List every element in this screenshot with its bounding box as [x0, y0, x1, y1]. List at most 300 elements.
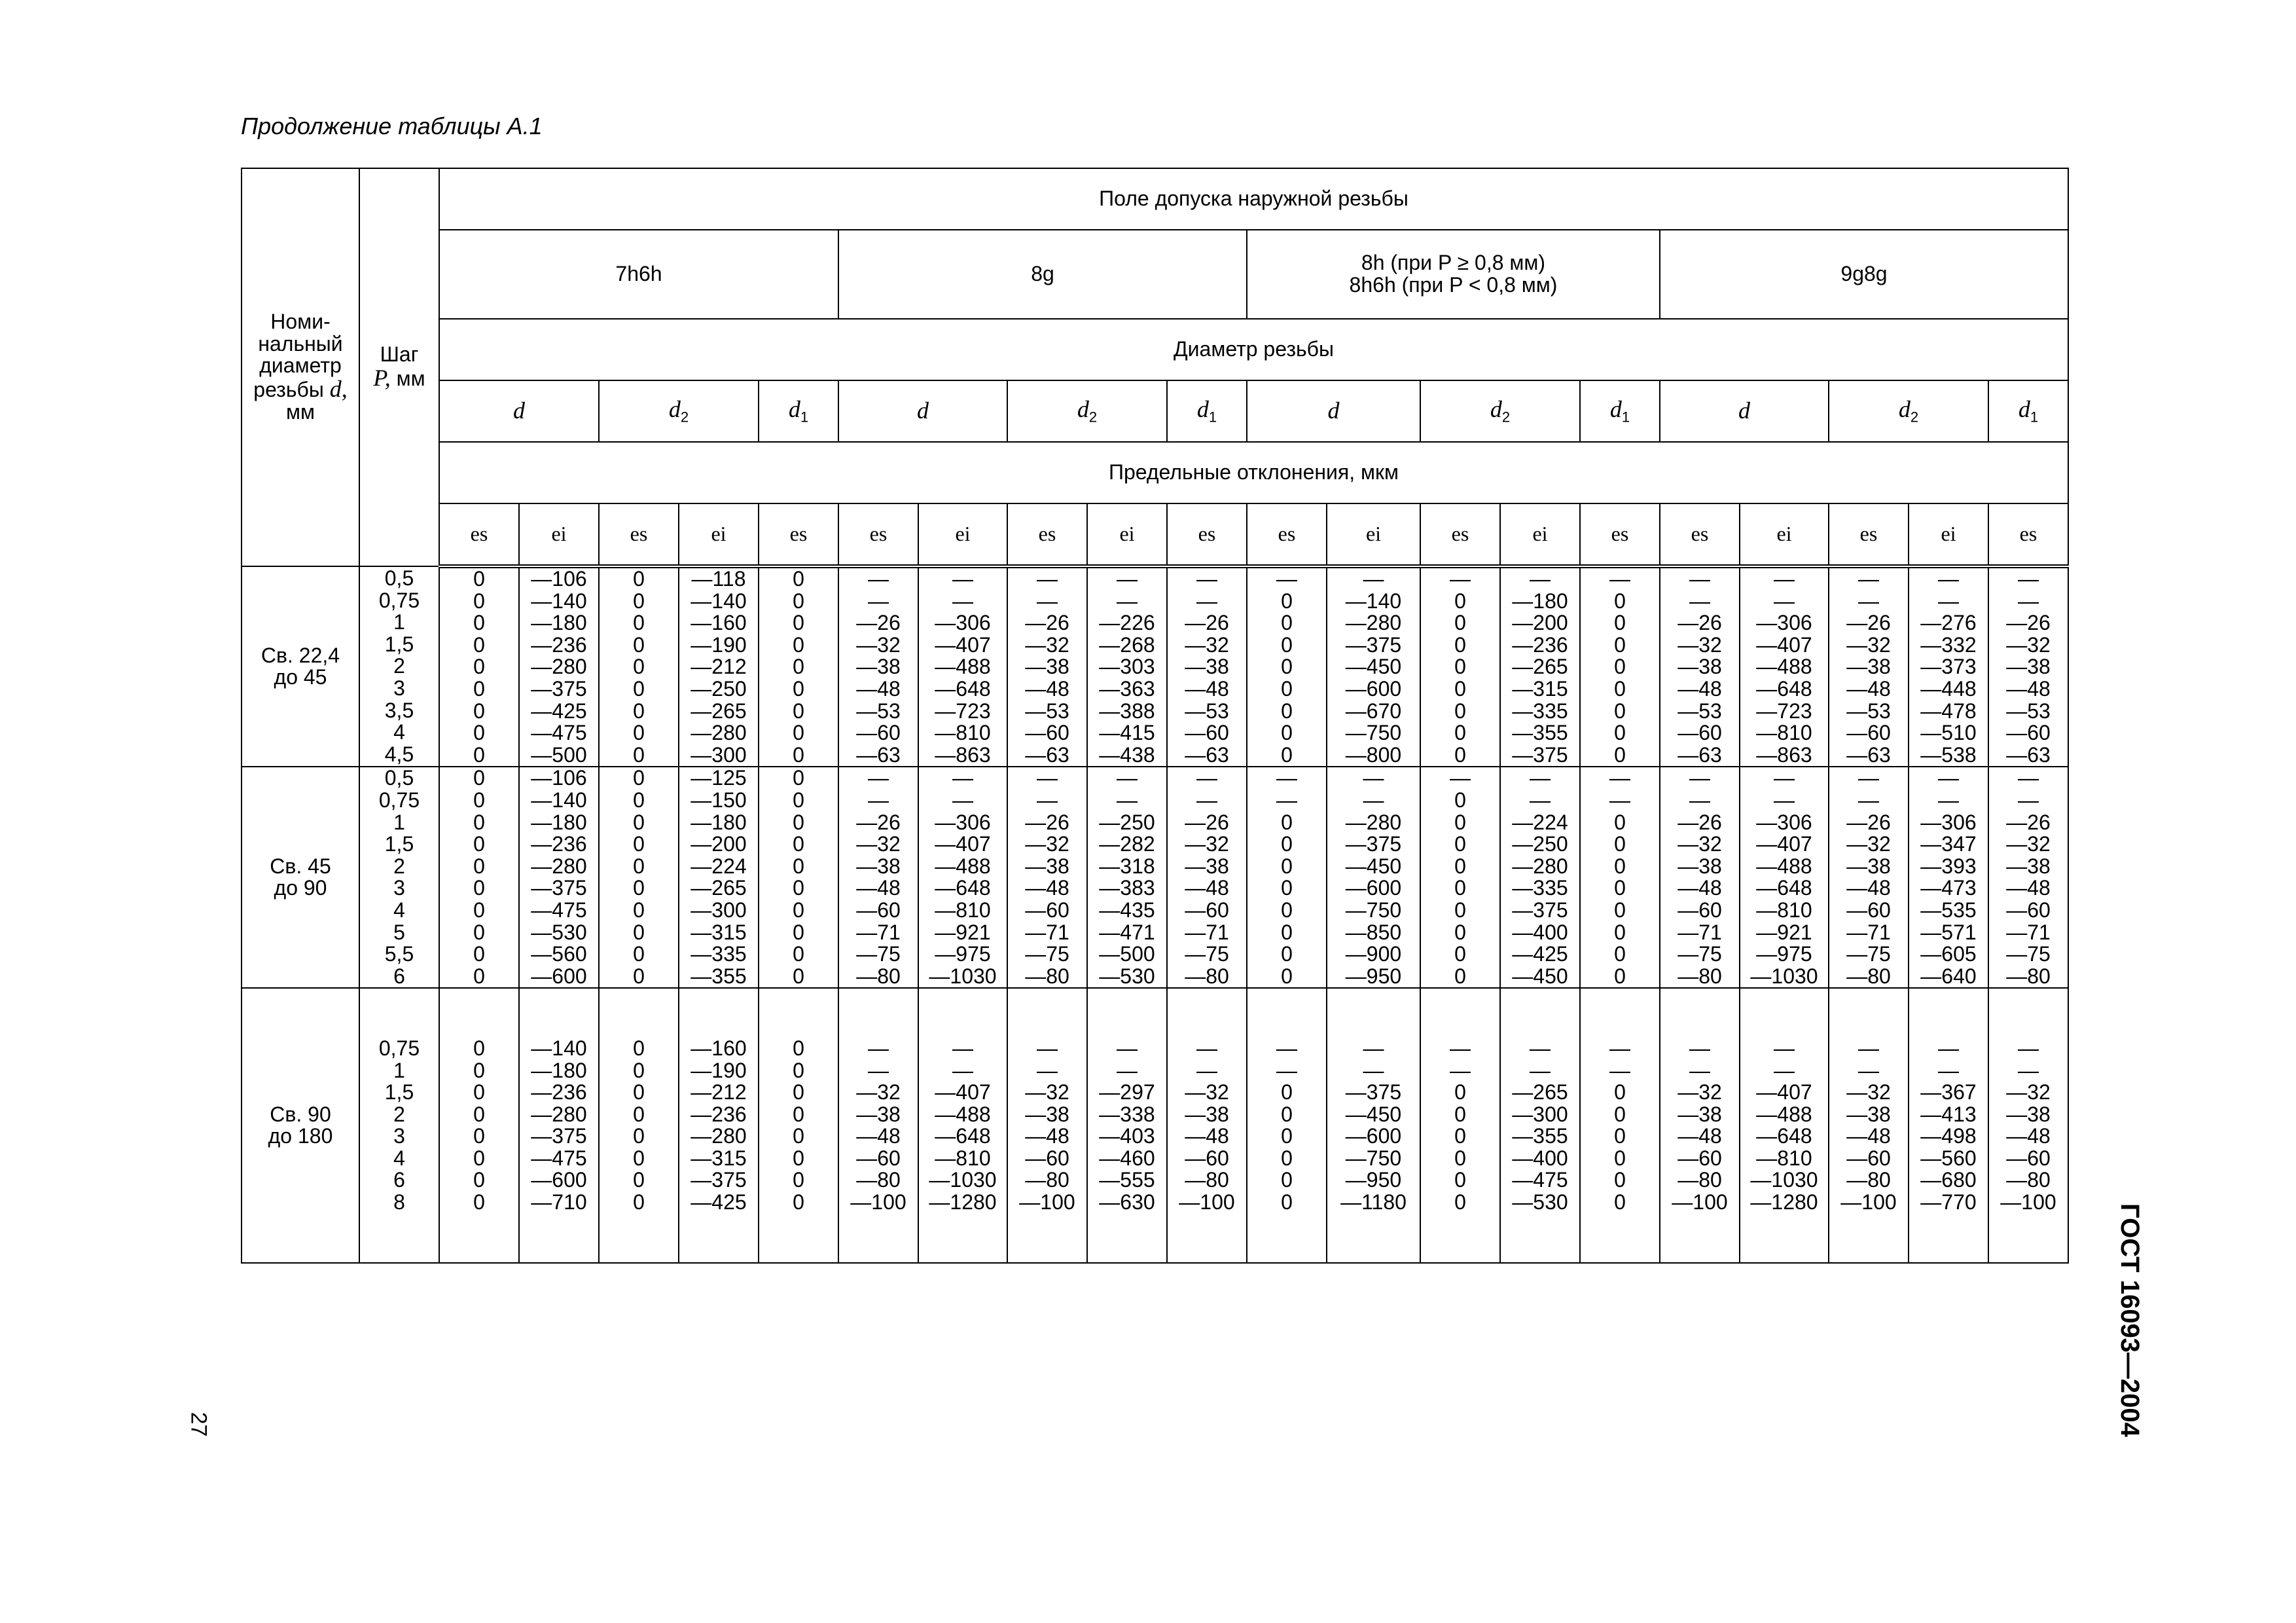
value-cell: — [1609, 1058, 1630, 1082]
value-cell: — [1276, 567, 1297, 591]
value-cell: — [952, 567, 973, 591]
value-cell: 0 [793, 655, 804, 679]
value-cell: —306 [935, 810, 991, 834]
standard-designation: ГОСТ 16093—2004 [2115, 1203, 2144, 1437]
diameter-symbols-row [242, 380, 2068, 442]
value-cell: 0 [1454, 1146, 1466, 1170]
value-cell: —478 [1920, 699, 1977, 723]
symbol-d2: $d_2$ [1007, 380, 1167, 442]
value-cell: —600 [1345, 876, 1402, 900]
symbol-d1: $d_1$ [759, 380, 838, 442]
symbol-d: d [1247, 380, 1420, 442]
value-cell: —60 [856, 898, 901, 922]
value-column [599, 566, 679, 767]
value-cell: 0 [633, 1168, 645, 1192]
value-cell: 0 [633, 898, 645, 922]
value-cell: —180 [531, 611, 587, 635]
value-cell: —26 [2006, 810, 2051, 834]
value-cell: 0 [633, 699, 645, 723]
value-cell: — [1774, 788, 1795, 812]
value-cell: —140 [531, 788, 587, 812]
value-cell: —32 [1025, 632, 1069, 657]
value-cell: — [1037, 766, 1058, 790]
value-cell: — [868, 567, 889, 591]
value-cell: — [1530, 766, 1551, 790]
value-cell: —648 [935, 676, 991, 701]
value-cell: —38 [2006, 854, 2051, 878]
value-cell: —415 [1099, 721, 1155, 745]
value-cell: — [1774, 589, 1795, 613]
value-cell: —180 [691, 810, 747, 834]
value-cell: — [952, 1058, 973, 1082]
value-cell: 0 [1614, 611, 1626, 635]
value-cell: —407 [935, 632, 991, 657]
value-cell: —530 [1512, 1190, 1568, 1214]
value-cell: — [1117, 788, 1138, 812]
value-cell: 0 [1454, 898, 1466, 922]
value-cell: —48 [1025, 1124, 1069, 1148]
value-cell: —438 [1099, 742, 1155, 767]
value-cell: 0 [633, 964, 645, 988]
value-cell: —1030 [929, 1168, 997, 1192]
value-cell: — [1117, 567, 1138, 591]
value-cell: — [2018, 788, 2039, 812]
value-cell: —375 [1345, 832, 1402, 856]
value-column [759, 767, 838, 988]
value-cell: —950 [1345, 1168, 1402, 1192]
value-cell: 0 [1614, 898, 1626, 922]
value-cell: —400 [1512, 920, 1568, 944]
value-cell: —236 [691, 1102, 747, 1126]
value-cell: 0 [793, 810, 804, 834]
value-cell: 0 [793, 942, 804, 966]
value-cell: —425 [691, 1190, 747, 1214]
value-cell: —38 [2006, 655, 2051, 679]
value-cell: —75 [1025, 942, 1069, 966]
value-cell: — [1196, 788, 1217, 812]
label-ei: ei [1740, 503, 1829, 566]
es-ei-row [242, 503, 2068, 566]
value-cell: 0 [793, 876, 804, 900]
value-cell: — [1276, 1058, 1297, 1082]
value-cell: —723 [935, 699, 991, 723]
value-cell: —32 [1677, 832, 1722, 856]
value-cell: — [1037, 1058, 1058, 1082]
label-es: es [759, 503, 838, 566]
value-cell: —60 [1677, 898, 1722, 922]
value-cell: —53 [1846, 699, 1891, 723]
value-cell: —106 [531, 567, 587, 591]
value-cell: 0 [473, 876, 485, 900]
value-column [838, 988, 918, 1263]
value-cell: —53 [1025, 699, 1069, 723]
value-cell: 0 [793, 1146, 804, 1170]
value-cell: 0 [1454, 1168, 1466, 1192]
value-cell: — [1689, 1036, 1710, 1060]
value-cell: —473 [1920, 876, 1977, 900]
value-cell: — [868, 589, 889, 613]
value-cell: 0 [1454, 1102, 1466, 1126]
value-cell: 0 [1454, 632, 1466, 657]
value-column [1327, 767, 1420, 988]
value-cell: —226 [1099, 611, 1155, 635]
value-cell: — [868, 788, 889, 812]
symbol-d2: $d_2$ [1829, 380, 1988, 442]
value-cell: 0 [793, 854, 804, 878]
value-cell: —750 [1345, 1146, 1402, 1170]
value-cell: —303 [1099, 655, 1155, 679]
value-cell: — [2018, 1058, 2039, 1082]
block-row [242, 767, 2068, 988]
value-cell: —32 [1185, 832, 1229, 856]
value-cell: 0 [633, 1080, 645, 1104]
value-cell: —280 [1345, 611, 1402, 635]
value-cell: — [1363, 1058, 1384, 1082]
value-cell: — [1363, 788, 1384, 812]
value-cell: —26 [856, 611, 901, 635]
value-cell: —38 [1025, 1102, 1069, 1126]
value-cell: —338 [1099, 1102, 1155, 1126]
value-cell: — [1037, 589, 1058, 613]
value-cell: —810 [1756, 898, 1812, 922]
value-cell: 0 [793, 1102, 804, 1126]
value-cell: —38 [1846, 1102, 1891, 1126]
value-cell: —363 [1099, 676, 1155, 701]
value-cell: —75 [856, 942, 901, 966]
value-cell: —810 [935, 721, 991, 745]
value-cell: 0 [1454, 920, 1466, 944]
label-ei: ei [1909, 503, 1988, 566]
value-column [1167, 767, 1247, 988]
value-cell: 0 [1614, 1080, 1626, 1104]
value-cell: 0 [793, 1058, 804, 1082]
value-column [1327, 566, 1420, 767]
value-cell: 0 [1454, 655, 1466, 679]
value-cell: —80 [1677, 1168, 1722, 1192]
value-cell: — [1609, 788, 1630, 812]
value-cell: —26 [1846, 810, 1891, 834]
value-cell: —810 [1756, 721, 1812, 745]
value-cell: — [1774, 766, 1795, 790]
value-cell: —48 [1677, 876, 1722, 900]
value-cell: 0 [473, 964, 485, 988]
value-cell: — [1276, 766, 1297, 790]
value-cell: —1030 [929, 964, 997, 988]
value-cell: — [1363, 766, 1384, 790]
value-column [599, 767, 679, 988]
value-cell: —863 [1756, 742, 1812, 767]
symbol-d1: $d_1$ [1988, 380, 2068, 442]
value-cell: —236 [531, 632, 587, 657]
value-cell: —236 [531, 832, 587, 856]
value-column [1420, 988, 1500, 1263]
value-cell: —498 [1920, 1124, 1977, 1148]
value-cell: —236 [1512, 632, 1568, 657]
value-cell: —200 [691, 832, 747, 856]
value-cell: —600 [1345, 676, 1402, 701]
value-cell: —32 [1677, 632, 1722, 657]
value-cell: 0 [473, 676, 485, 701]
value-cell: 0 [473, 699, 485, 723]
value-cell: —48 [1025, 876, 1069, 900]
value-cell: 0 [1281, 589, 1293, 613]
value-cell: —488 [1756, 1102, 1812, 1126]
value-cell: —265 [1512, 1080, 1568, 1104]
value-column [1829, 566, 1909, 767]
value-cell: 0 [633, 1124, 645, 1148]
value-cell: —48 [856, 876, 901, 900]
value-column [1087, 566, 1167, 767]
value-cell: — [1276, 788, 1297, 812]
value-cell: 0 [1454, 699, 1466, 723]
value-cell: — [1117, 589, 1138, 613]
value-cell: —71 [1846, 920, 1891, 944]
value-cell: 0 [633, 655, 645, 679]
value-cell: —38 [856, 655, 901, 679]
value-column [1909, 566, 1988, 767]
value-cell: —560 [531, 942, 587, 966]
value-cell: — [1938, 567, 1959, 591]
value-cell: — [2018, 589, 2039, 613]
value-cell: — [1609, 766, 1630, 790]
value-column [1420, 767, 1500, 988]
value-cell: 0 [1614, 676, 1626, 701]
value-cell: —150 [691, 788, 747, 812]
value-cell: 0 [633, 766, 645, 790]
value-cell: —1030 [1750, 1168, 1818, 1192]
value-cell: 0 [1614, 632, 1626, 657]
value-cell: 0 [1614, 589, 1626, 613]
value-cell: —306 [1756, 611, 1812, 635]
value-cell: —921 [935, 920, 991, 944]
value-cell: —60 [1185, 721, 1229, 745]
value-cell: —80 [2006, 1168, 2051, 1192]
value-column [1327, 988, 1420, 1263]
value-cell: —80 [1846, 964, 1891, 988]
value-cell: —26 [1025, 810, 1069, 834]
value-cell: — [1858, 766, 1879, 790]
value-cell: 0 [473, 1058, 485, 1082]
value-cell: —38 [1025, 655, 1069, 679]
value-cell: 0 [633, 920, 645, 944]
value-cell: 0 [473, 942, 485, 966]
value-cell: —1030 [1750, 964, 1818, 988]
value-cell: —648 [1756, 876, 1812, 900]
value-cell: —32 [2006, 832, 2051, 856]
value-column [1420, 566, 1500, 767]
field-header: Поле допуска наружной резьбы [439, 168, 2068, 230]
group-9g8g: 9g8g [1660, 230, 2068, 319]
value-cell: —297 [1099, 1080, 1155, 1104]
value-cell: —60 [1185, 1146, 1229, 1170]
value-cell: —280 [1512, 854, 1568, 878]
value-cell: —265 [1512, 655, 1568, 679]
value-cell: 0 [793, 1168, 804, 1192]
value-cell: — [952, 1036, 973, 1060]
value-column [1500, 767, 1580, 988]
value-cell: — [1196, 766, 1217, 790]
value-cell: —32 [1846, 632, 1891, 657]
value-cell: 0 [633, 810, 645, 834]
value-cell: —448 [1920, 676, 1977, 701]
value-cell: —770 [1920, 1190, 1977, 1214]
value-cell: — [1609, 567, 1630, 591]
value-column [838, 767, 918, 988]
value-cell: —280 [691, 721, 747, 745]
value-cell: —332 [1920, 632, 1977, 657]
value-cell: —26 [856, 810, 901, 834]
value-column [439, 566, 519, 767]
value-cell: —318 [1099, 854, 1155, 878]
value-cell: —265 [691, 699, 747, 723]
value-cell: 0 [793, 832, 804, 856]
value-cell: 0 [473, 1168, 485, 1192]
value-column [439, 988, 519, 1263]
value-cell: 0 [473, 1080, 485, 1104]
value-cell: — [1689, 766, 1710, 790]
value-cell: —475 [531, 898, 587, 922]
value-cell: 0 [1281, 854, 1293, 878]
value-cell: —48 [1185, 676, 1229, 701]
value-cell: 0 [793, 721, 804, 745]
value-cell: 0 [1614, 854, 1626, 878]
value-cell: —315 [691, 1146, 747, 1170]
value-cell: 0 [1281, 1102, 1293, 1126]
value-cell: 0 [793, 632, 804, 657]
symbol-d: d [439, 380, 599, 442]
value-cell: —605 [1920, 942, 1977, 966]
value-cell: 0 [473, 1146, 485, 1170]
value-cell: —435 [1099, 898, 1155, 922]
value-cell: 0 [473, 1124, 485, 1148]
value-cell: —750 [1345, 721, 1402, 745]
value-cell: —140 [1345, 589, 1402, 613]
value-cell: 0 [473, 742, 485, 767]
value-cell: —80 [856, 1168, 901, 1192]
block-row [242, 988, 2068, 1263]
value-cell: —723 [1756, 699, 1812, 723]
value-cell: — [1938, 589, 1959, 613]
value-cell: —38 [1677, 655, 1722, 679]
value-cell: — [1858, 1036, 1879, 1060]
label-ei: ei [519, 503, 599, 566]
value-cell: —60 [2006, 898, 2051, 922]
value-cell: —450 [1345, 854, 1402, 878]
value-cell: 0 [1614, 1102, 1626, 1126]
symbol-d2: $d_2$ [1420, 380, 1580, 442]
value-column [1988, 988, 2068, 1263]
value-column [918, 767, 1007, 988]
symbol-d2: $d_2$ [599, 380, 759, 442]
value-cell: —648 [935, 876, 991, 900]
value-cell: 0 [473, 1036, 485, 1060]
value-cell: 0 [1454, 876, 1466, 900]
value-cell: — [1450, 567, 1471, 591]
value-cell: —75 [1677, 942, 1722, 966]
value-cell: — [2018, 766, 2039, 790]
value-cell: —60 [1846, 898, 1891, 922]
value-column [679, 988, 759, 1263]
value-cell: —48 [1025, 676, 1069, 701]
value-cell: 0 [1454, 1190, 1466, 1214]
value-cell: —180 [531, 1058, 587, 1082]
value-cell: —48 [1185, 876, 1229, 900]
deviations-header: Предельные отклонения, мкм [439, 442, 2068, 503]
value-column [519, 767, 599, 988]
label-ei: ei [1500, 503, 1580, 566]
value-cell: 0 [1281, 699, 1293, 723]
value-cell: —571 [1920, 920, 1977, 944]
label-es: es [599, 503, 679, 566]
value-column [1660, 988, 1740, 1263]
step-header: Шаг P, мм [359, 168, 439, 566]
value-cell: —118 [691, 567, 746, 591]
value-cell: — [1450, 1036, 1471, 1060]
value-cell: —53 [1185, 699, 1229, 723]
value-cell: 0 [633, 788, 645, 812]
value-cell: —900 [1345, 942, 1402, 966]
value-column [918, 988, 1007, 1263]
value-cell: 0 [1614, 1190, 1626, 1214]
value-cell: —1280 [1750, 1190, 1818, 1214]
value-cell: —600 [531, 964, 587, 988]
symbol-d: d [838, 380, 1007, 442]
value-cell: —38 [1677, 1102, 1722, 1126]
value-cell: 0 [633, 632, 645, 657]
symbol-d1: $d_1$ [1580, 380, 1660, 442]
value-cell: —810 [935, 1146, 991, 1170]
value-cell: 0 [633, 589, 645, 613]
value-cell: —407 [935, 1080, 991, 1104]
value-cell: —80 [1846, 1168, 1891, 1192]
value-cell: —48 [1846, 876, 1891, 900]
value-cell: —60 [1677, 721, 1722, 745]
value-cell: —140 [691, 589, 747, 613]
value-cell: —648 [935, 1124, 991, 1148]
value-cell: —500 [531, 742, 587, 767]
value-cell: —375 [1345, 632, 1402, 657]
value-cell: 0 [1454, 854, 1466, 878]
value-cell: —48 [856, 1124, 901, 1148]
value-cell: — [1858, 1058, 1879, 1082]
value-cell: —250 [1099, 810, 1155, 834]
value-cell: —38 [2006, 1102, 2051, 1126]
value-cell: —100 [1019, 1190, 1075, 1214]
value-column [1007, 988, 1087, 1263]
value-cell: —71 [1025, 920, 1069, 944]
value-cell: —80 [2006, 964, 2051, 988]
value-cell: —38 [1846, 854, 1891, 878]
value-cell: —48 [2006, 1124, 2051, 1148]
value-cell: —648 [1756, 676, 1812, 701]
value-cell: —100 [1840, 1190, 1897, 1214]
value-cell: — [1938, 1036, 1959, 1060]
value-cell: —375 [1512, 898, 1568, 922]
value-cell: 0 [1454, 810, 1466, 834]
value-cell: —680 [1920, 1168, 1977, 1192]
value-cell: — [1117, 766, 1138, 790]
value-cell: — [1450, 766, 1471, 790]
value-cell: —32 [2006, 1080, 2051, 1104]
value-cell: 0 [1614, 721, 1626, 745]
value-column [1740, 988, 1829, 1263]
value-cell: 0 [1281, 810, 1293, 834]
value-cell: 0 [473, 854, 485, 878]
value-cell: —413 [1920, 1102, 1977, 1126]
value-cell: 0 [473, 832, 485, 856]
value-column [1988, 767, 2068, 988]
value-cell: —280 [1345, 810, 1402, 834]
